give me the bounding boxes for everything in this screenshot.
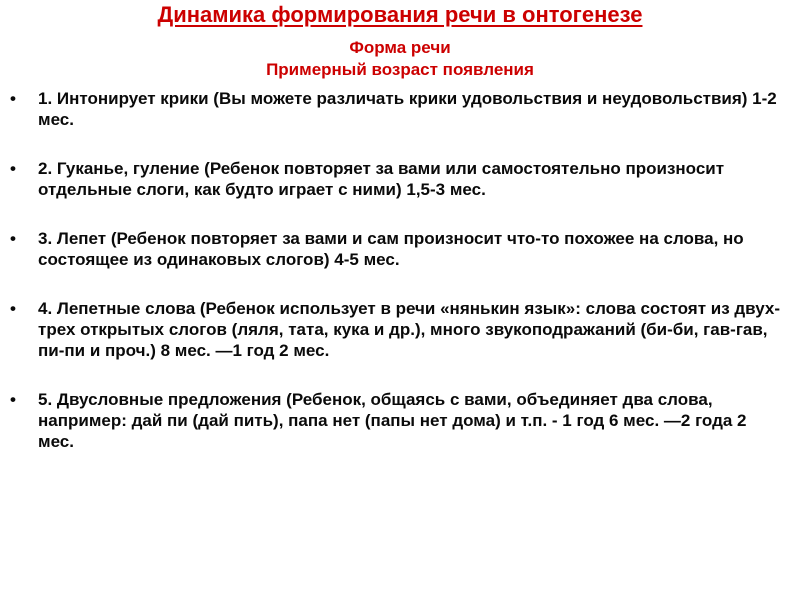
bullet-list xyxy=(10,88,780,480)
list-item xyxy=(10,158,780,200)
list-item xyxy=(10,298,780,361)
list-item xyxy=(10,88,780,130)
list-item xyxy=(10,389,780,452)
list-item-text: 4. Лепетные слова (Ребенок использует в речи «нянькин язык»: слова состоят из двух-трех открытых слогов (ляля, тата, кука и др.), много звукоподражаний (би-би, гав-гав, пи-пи и проч.) 8 мес. —1 год 2 мес. xyxy=(38,299,780,360)
bullet-icon: • xyxy=(10,159,16,178)
list-item-text: 1. Интонирует крики (Вы можете различать крики удовольствия и неудовольствия) 1-2 мес. xyxy=(38,89,777,129)
subtitle-approx-age: Примерный возраст появления xyxy=(266,60,534,79)
bullet-icon: • xyxy=(10,299,16,318)
list-item xyxy=(10,228,780,270)
subtitle-speech-form: Форма речи xyxy=(349,38,451,57)
list-item-text: 3. Лепет (Ребенок повторяет за вами и сам произносит что-то похожее на слова, но состоящее из одинаковых слогов) 4-5 мес. xyxy=(38,229,744,269)
bullet-icon: • xyxy=(10,390,16,409)
bullet-icon: • xyxy=(10,89,16,108)
list-item-text: 2. Гуканье, гуление (Ребенок повторяет за вами или самостоятельно произносит отдельные слоги, как будто играет с ними) 1,5-3 мес. xyxy=(38,159,725,199)
slide-title: Динамика формирования речи в онтогенезе xyxy=(157,2,643,27)
list-item-text: 5. Двусловные предложения (Ребенок, общаясь с вами, объединяет два слова, например: дай пи (дай пить), папа нет (папы нет дома) и т.п. - 1 год 6 мес. —2 года 2 мес. xyxy=(38,390,747,451)
bullet-icon: • xyxy=(10,229,16,248)
